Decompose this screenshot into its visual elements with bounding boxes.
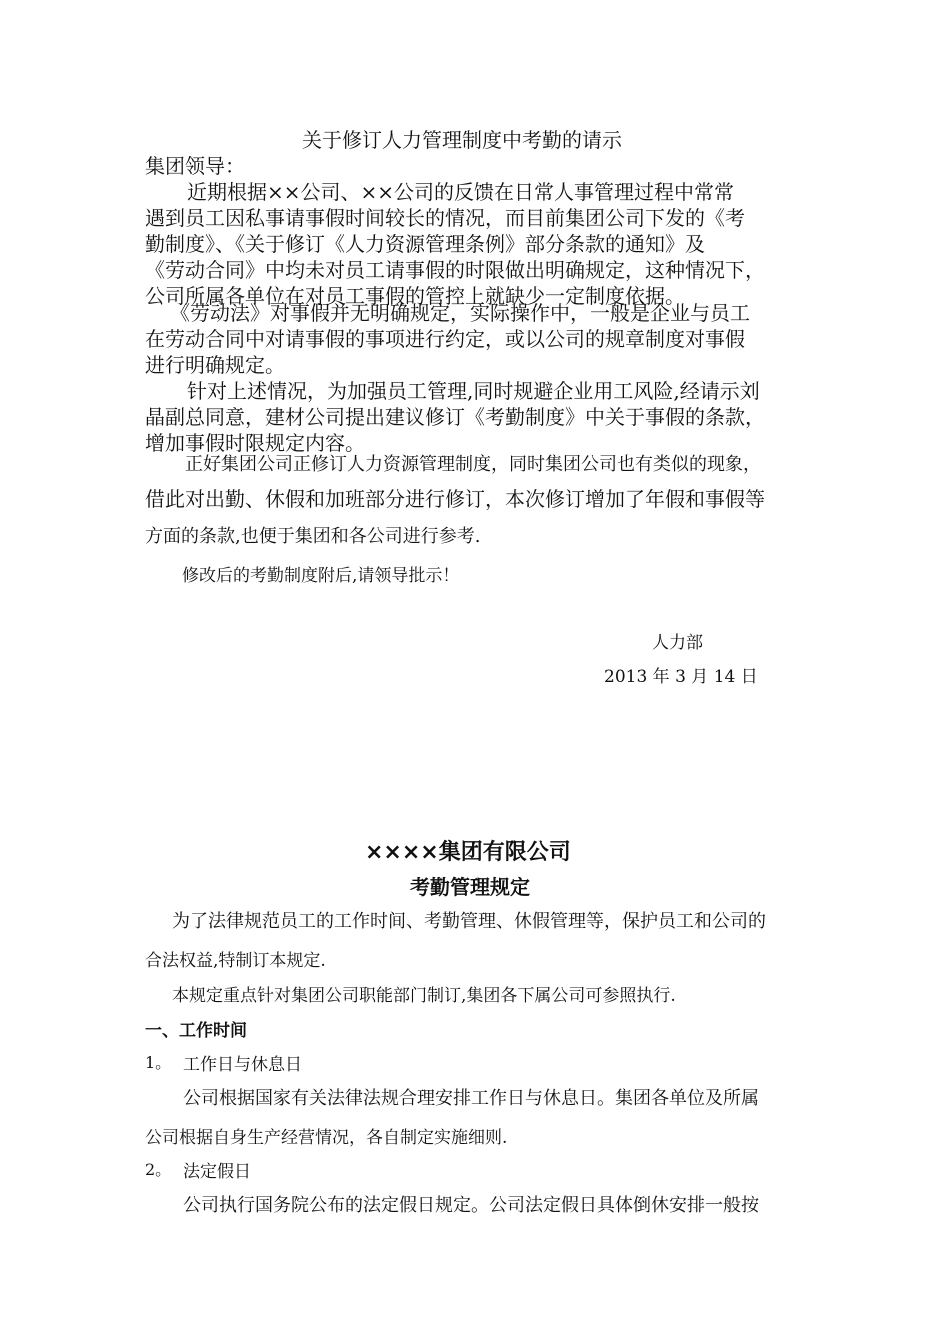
item1-title: 工作日与休息日 [183, 1055, 302, 1075]
item2-text-line1: 公司执行国务院公布的法定假日规定。公司法定假日具体倒休安排一般按 [183, 1195, 759, 1216]
memo-p4-line1: 正好集团公司正修订人力资源管理制度，同时集团公司也有类似的现象， [185, 454, 761, 475]
memo-p1-line2: 遇到员工因私事请事假时间较长的情况，而目前集团公司下发的《考 [145, 206, 745, 230]
memo-p3-line1: 针对上述情况，为加强员工管理,同时规避企业用工风险,经请示刘 [187, 379, 760, 403]
memo-p1-line3: 勤制度》、《关于修订《人力资源管理条例》部分条款的通知》及 [145, 232, 705, 256]
item1-number: 1。 [145, 1053, 172, 1072]
item2-number: 2。 [145, 1160, 172, 1179]
memo-p3-line2: 晶副总同意，建材公司提出建议修订《考勤制度》中关于事假的条款， [145, 405, 765, 429]
item1-text-line2: 公司根据自身生产经营情况，各自制定实施细则. [145, 1128, 508, 1148]
regulation-intro-line2: 合法权益,特制订本规定. [145, 951, 326, 971]
regulation-scope: 本规定重点针对集团公司职能部门制订,集团各下属公司可参照执行. [172, 986, 676, 1006]
memo-p3-line3: 增加事假时限规定内容。 [145, 431, 365, 455]
regulation-title: 考勤管理规定 [410, 875, 530, 899]
memo-p5: 修改后的考勤制度附后,请领导批示！ [182, 566, 460, 586]
memo-p1-line1: 近期根据××公司、××公司的反馈在日常人事管理过程中常常 [187, 180, 735, 204]
memo-salutation: 集团领导： [145, 154, 245, 178]
memo-p4-line3: 方面的条款,也便于集团和各公司进行参考. [145, 526, 481, 547]
memo-p2-line1: 《劳动法》对事假并无明确规定，实际操作中，一般是企业与员工 [170, 301, 750, 325]
regulation-company: ××××集团有限公司 [365, 840, 571, 865]
memo-p1-line5: 公司所属各单位在对员工事假的管控上就缺少一定制度依据。 [145, 284, 685, 308]
item1-text-line1: 公司根据国家有关法律法规合理安排工作日与休息日。集团各单位及所属 [183, 1088, 759, 1109]
memo-title: 关于修订人力管理制度中考勤的请示 [302, 128, 622, 152]
memo-p2-line2: 在劳动合同中对请事假的事项进行约定，或以公司的规章制度对事假 [145, 327, 745, 351]
memo-p1-line4: 《劳动合同》中均未对员工请事假的时限做出明确规定，这种情况下， [145, 258, 765, 282]
regulation-intro-line1: 为了法律规范员工的工作时间、考勤管理、休假管理等，保护员工和公司的 [172, 911, 766, 932]
memo-p4-line2: 借此对出勤、休假和加班部分进行修订，本次修订增加了年假和事假等 [145, 487, 765, 511]
memo-signature: 人力部 [652, 633, 703, 653]
item2-title: 法定假日 [183, 1162, 251, 1182]
memo-p2-line3: 进行明确规定。 [145, 353, 285, 377]
memo-date: 2013 年 3 月 14 日 [604, 667, 758, 687]
section-heading-work-time: 一、工作时间 [145, 1021, 247, 1041]
